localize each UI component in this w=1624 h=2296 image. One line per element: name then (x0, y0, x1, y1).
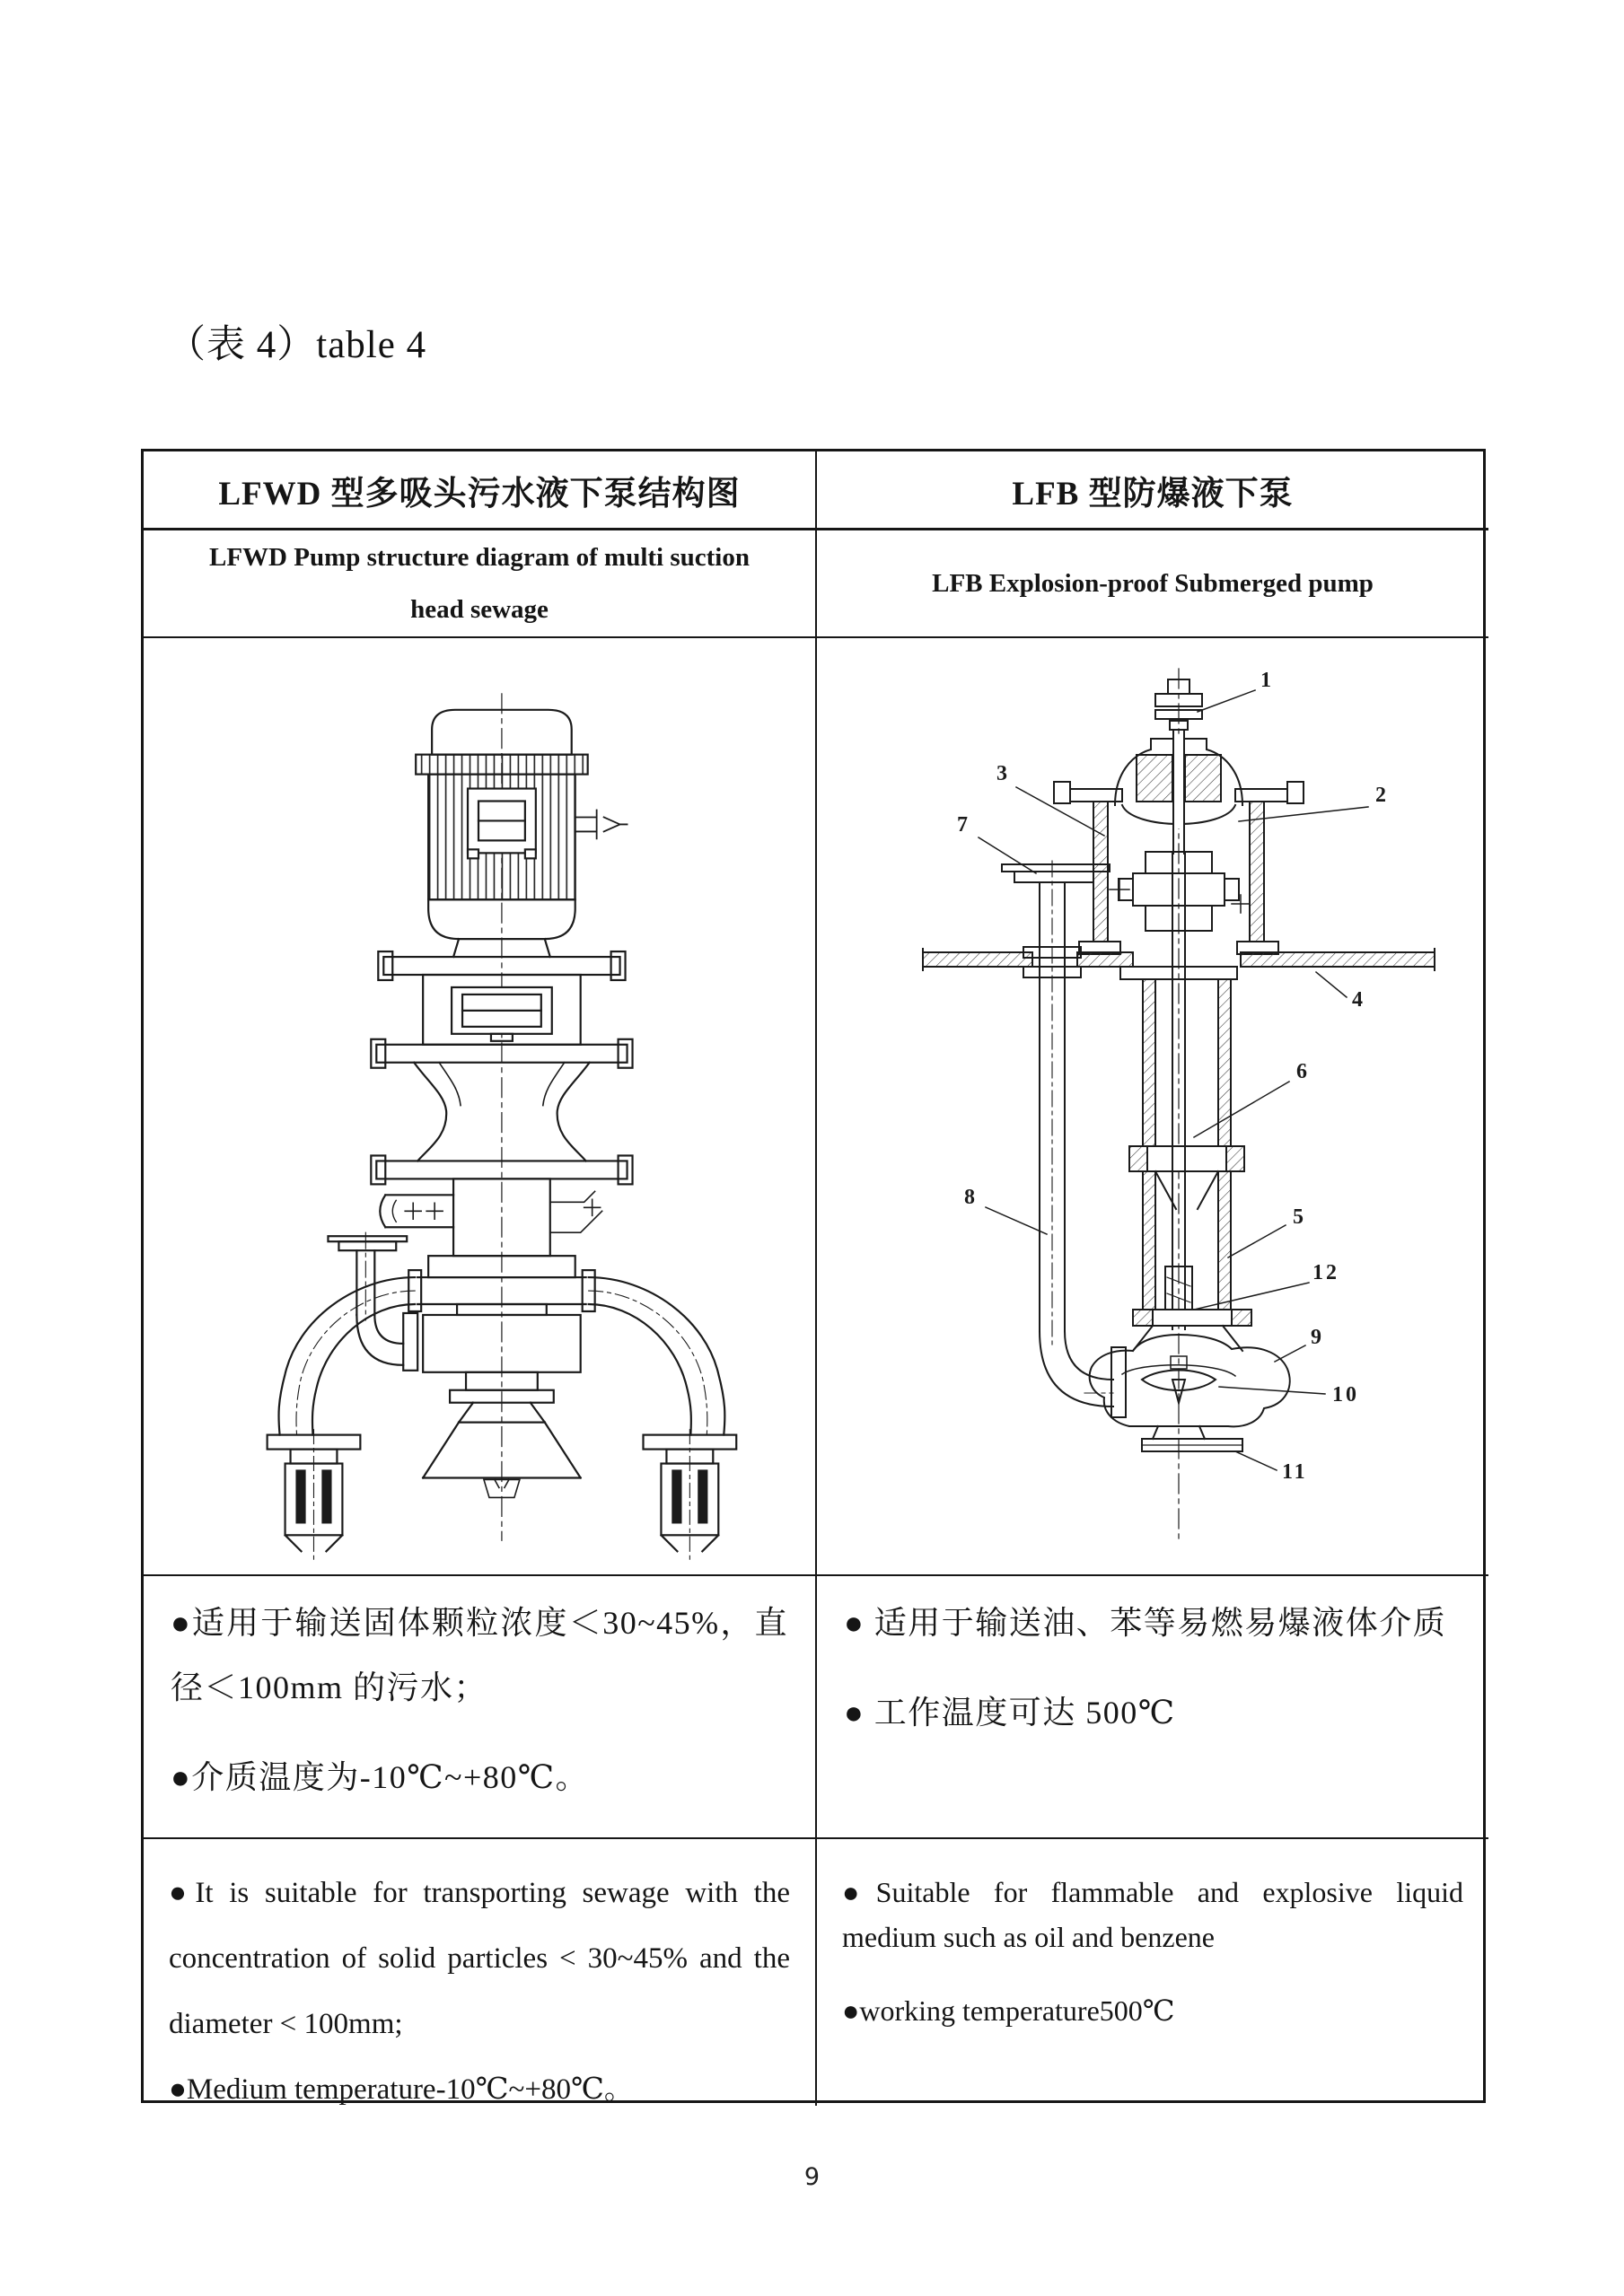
lfwd-en-notes (144, 1839, 817, 2106)
lfwd-header-cn: LFWD 型多吸头污水液下泵结构图 (144, 451, 817, 530)
lfb-en-note-2: ●working temperature500℃ (842, 1994, 1175, 2027)
lfb-header-en: LFB Explosion-proof Submerged pump (817, 530, 1488, 638)
lfb-cn-notes (817, 1576, 1488, 1839)
lfb-cn-note-1: ● 适用于输送油、苯等易燃易爆液体介质 (844, 1605, 1447, 1641)
part-label-8: 8 (964, 1186, 978, 1209)
part-label-4: 4 (1352, 988, 1365, 1012)
lfb-header-cn: LFB 型防爆液下泵 (817, 451, 1488, 530)
pump-comparison-table (141, 449, 1486, 2106)
part-label-6: 6 (1296, 1060, 1310, 1083)
lfwd-en-note-2: ●Medium temperature-10℃~+80℃。 (169, 2073, 634, 2106)
lfwd-en-note-1: ●It is suitable for transporting sewage with the concentration of solid particles < 30~45% and the diameter < 100mm; (169, 1877, 790, 2040)
page-number: 9 (803, 2163, 821, 2191)
part-label-3: 3 (996, 762, 1010, 785)
part-label-7: 7 (957, 813, 970, 837)
lfwd-header-en: LFWD Pump structure diagram of multi suction head sewage (144, 530, 817, 638)
lfb-en-note-1: ●Suitable for flammable and explosive liquid medium such as oil and benzene (842, 1876, 1463, 1953)
page-title: （表 4）table 4 (167, 324, 427, 366)
part-label-1: 1 (1260, 669, 1274, 692)
lfwd-cn-note-2: ●介质温度为-10℃~+80℃。 (171, 1759, 590, 1795)
part-label-10: 10 (1332, 1383, 1359, 1407)
lfb-cn-note-2: ● 工作温度可达 500℃ (844, 1695, 1176, 1731)
lfwd-cn-notes (144, 1576, 817, 1839)
part-label-2: 2 (1375, 784, 1389, 807)
part-label-5: 5 (1293, 1205, 1306, 1229)
lfb-en-notes (817, 1839, 1488, 2106)
part-label-11: 11 (1282, 1460, 1308, 1484)
lfwd-cn-note-1: ●适用于输送固体颗粒浓度＜30~45%，直径＜100mm 的污水； (171, 1605, 788, 1705)
part-label-12: 12 (1312, 1261, 1339, 1284)
lfwd-pump-diagram (144, 638, 815, 1573)
lfwd-diagram-cell (144, 638, 817, 1576)
part-label-9: 9 (1311, 1326, 1324, 1349)
lfb-pump-diagram (817, 638, 1488, 1576)
lfb-diagram-cell (817, 638, 1488, 1576)
